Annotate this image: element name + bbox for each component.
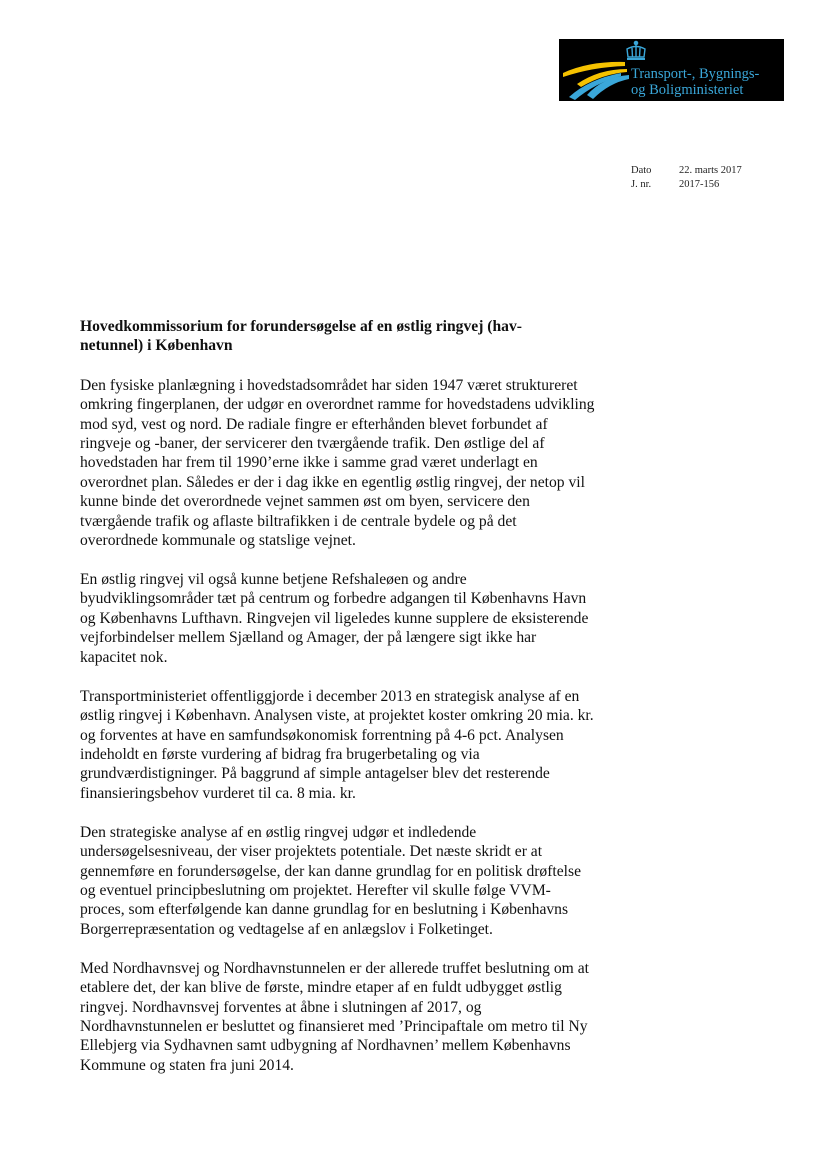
date-label: Dato: [631, 165, 652, 176]
paragraph-4: Den strategiske analyse af en østlig ringvej udgør et indledende undersøgelsesniveau, der viser projektets potentiale. Det næste skridt er at gennemføre en forundersøgelse, der kan danne grundlag for en politisk drøftelse og eventuel principbeslutning om projektet. Herefter vil skulle følge VVM-proces, som efterfølgende kan danne grundlag for en beslutning i Københavns Borgerrepræsentation og vedtagelse af en anlægslov i Folketinget.: [80, 823, 581, 938]
logo-line-1: Transport-, Bygnings-: [631, 66, 760, 82]
document-body: [80, 317, 595, 1095]
date-value: 22. marts 2017: [679, 165, 742, 176]
journal-number-row: [631, 178, 742, 192]
journal-number-value: 2017-156: [679, 179, 720, 190]
paragraph-2: En østlig ringvej vil også kunne betjene Refshaleøen og andre byudviklingsområder tæt på centrum og forbedre adgangen til Københavns Havn og Københavns Lufthavn. Ringvejen vil ligeledes kunne supplere de eksisterende vejforbindelser mellem Sjælland og Amager, der på længere sigt ikke har kapacitet nok.: [80, 571, 589, 666]
road-stripes-icon: [563, 62, 629, 100]
paragraph-3: Transportministeriet offentliggjorde i december 2013 en strategisk analyse af en østlig ringvej i København. Analysen viste, at projektet koster omkring 20 mia. kr. og forventes at have en samfundsøkonomisk forrentning på 4-6 pct. Analysen indeholdt en første vurdering af bidrag fra brugerbetaling og via grundværdistigninger. På baggrund af simple antagelser blev det resterende finansieringsbehov vurderet til ca. 8 mia. kr.: [80, 687, 594, 802]
paragraph-1: Den fysiske planlægning i hovedstadsområdet har siden 1947 været struktureret omkring fingerplanen, der udgør en overordnet ramme for hovedstadens udvikling mod syd, vest og nord. De radiale fingre er efterhånden blevet forbundet af ringveje og -baner, der servicerer den tværgående trafik. Den østlige del af hovedstaden har frem til 1990’erne ikke i samme grad været underlagt en overordnet plan. Således er der i dag ikke en egentlig østlig ringvej, der netop vil kunne binde det overordnede vejnet sammen øst om byen, servicere den tværgående trafik og aflaste biltrafikken i de centrale bydele og på det overordnede kommunale og statslige vejnet.: [80, 376, 595, 550]
date-row: [631, 164, 742, 178]
title-line-2: netunnel) i København: [80, 337, 233, 355]
document-meta: [631, 164, 742, 192]
logo-line-2: og Boligministeriet: [631, 82, 744, 98]
crown-icon: [627, 41, 645, 59]
document-title: [80, 317, 595, 356]
journal-number-label: J. nr.: [631, 179, 652, 190]
logo-text: [631, 66, 759, 98]
ministry-logo: [559, 39, 784, 101]
title-line-1: Hovedkommissorium for forundersøgelse af en østlig ringvej (hav-: [80, 318, 522, 335]
paragraph-5: Med Nordhavnsvej og Nordhavnstunnelen er der allerede truffet beslutning om at etablere det, der kan blive de første, mindre etaper af en fuldt udbygget østlig ringvej. Nordhavnsvej forventes at åbne i slutningen af 2017, og Nordhavnstunnelen er besluttet og finansieret med ’Principaftale om metro til Ny Ellebjerg via Sydhavnen samt udbygning af Nordhavnen’ mellem Københavns Kommune og staten fra juni 2014.: [80, 959, 589, 1074]
